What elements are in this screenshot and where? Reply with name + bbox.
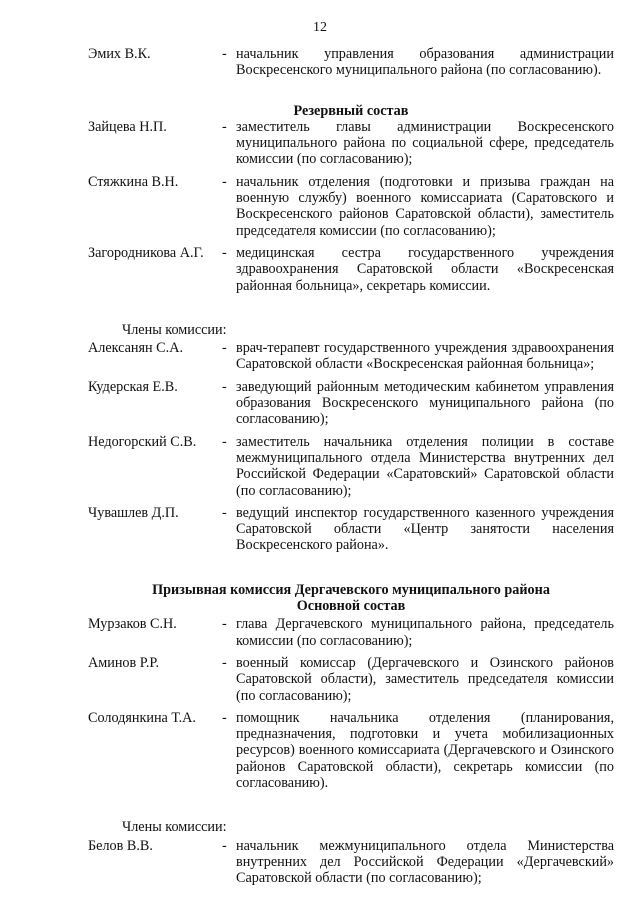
- list-item: [88, 340, 614, 373]
- reserve-members-list: [88, 340, 614, 554]
- person-name: Алексанян С.А.: [88, 340, 183, 357]
- position-description: глава Дергачевского муниципального района, председатель комиссии (по согласованию);: [236, 616, 614, 649]
- separator-dash: -: [222, 709, 227, 726]
- person-name: Чувашлев Д.П.: [88, 504, 179, 521]
- person-name: Эмих В.К.: [88, 46, 151, 62]
- position-description: ведущий инспектор государственного казенного учреждения Саратовской области «Центр занятости населения Воскресенского района».: [236, 504, 614, 554]
- position-description: заместитель главы администрации Воскресенского муниципального района по социальной сфере, председатель комиссии (по согласованию);: [236, 118, 614, 168]
- reserve-list: [88, 119, 614, 294]
- page-number: 12: [313, 20, 327, 35]
- position-description: начальник управления образования администрации Воскресенского муниципального района (по согласованию).: [236, 46, 614, 79]
- dergachi-members-list: [88, 838, 614, 887]
- list-item: [88, 710, 614, 791]
- position-description: военный комиссар (Дергачевского и Озинского районов Саратовской области), заместитель председателя комиссии (по согласованию);: [236, 654, 614, 704]
- dergachi-subheading: Основной состав: [296, 598, 406, 615]
- position-description: заместитель начальника отделения полиции в составе межмуниципального отдела Министерства внутренних дел Российской Федерации «Саратовский» Саратовской области (по согласованию);: [236, 433, 614, 499]
- reserve-heading: Резервный состав: [293, 102, 409, 119]
- list-item: [88, 46, 614, 79]
- position-description: помощник начальника отделения (планирования, предназначения, подготовки и учета мобилизационных ресурсов) военного комиссариата (Дергачевского и Озинского районов Саратовской области), секретарь комиссии (по согласованию).: [236, 709, 614, 791]
- block1: [88, 46, 614, 79]
- dergachi-members-label: Члены комиссии:: [122, 819, 227, 836]
- separator-dash: -: [222, 616, 227, 633]
- position-description: начальник межмуниципального отдела Министерства внутренних дел Российской Федерации «Дергачевский» Саратовской области (по согласованию);: [236, 837, 614, 887]
- position-description: медицинская сестра государственного учреждения здравоохранения Саратовской области «Воскресенская районная больница», секретарь комиссии.: [236, 244, 614, 294]
- separator-dash: -: [222, 654, 227, 671]
- list-item: [88, 616, 614, 649]
- person-name: Зайцева Н.П.: [88, 118, 167, 135]
- position-description: заведующий районным методическим кабинетом управления образования Воскресенского муниципального района (по согласованию);: [236, 378, 614, 428]
- person-name: Кудерская Е.В.: [88, 378, 178, 395]
- separator-dash: -: [222, 244, 227, 261]
- person-name: Стяжкина В.Н.: [88, 173, 179, 190]
- list-item: [88, 119, 614, 168]
- separator-dash: -: [222, 340, 227, 357]
- person-name: Солодянкина Т.А.: [88, 709, 196, 726]
- list-item: [88, 245, 614, 294]
- list-item: [88, 379, 614, 428]
- list-item: [88, 655, 614, 704]
- person-name: Белов В.В.: [88, 837, 153, 854]
- dergachi-list: [88, 616, 614, 791]
- position-description: врач-терапевт государственного учреждения здравоохранения Саратовской области «Воскресенская районная больница»;: [236, 340, 614, 373]
- separator-dash: -: [222, 46, 227, 62]
- separator-dash: -: [222, 837, 227, 854]
- separator-dash: -: [222, 378, 227, 395]
- person-name: Загородникова А.Г.: [88, 244, 204, 261]
- list-item: [88, 174, 614, 239]
- separator-dash: -: [222, 118, 227, 135]
- dergachi-heading: Призывная комиссия Дергачевского муниципального района: [152, 581, 550, 598]
- list-item: [88, 838, 614, 887]
- separator-dash: -: [222, 504, 227, 521]
- position-description: начальник отделения (подготовки и призыва граждан на военную службу) военного комиссариата (Саратовского и Воскресенского районов Саратовской области), заместитель председателя комиссии (по согласованию);: [236, 173, 614, 239]
- list-item: [88, 505, 614, 554]
- separator-dash: -: [222, 433, 227, 450]
- person-name: Мурзаков С.Н.: [88, 616, 177, 633]
- document-body: [88, 46, 614, 892]
- list-item: [88, 434, 614, 499]
- person-name: Аминов Р.Р.: [88, 654, 160, 671]
- separator-dash: -: [222, 173, 227, 190]
- person-name: Недогорский С.В.: [88, 433, 197, 450]
- reserve-members-label: Члены комиссии:: [122, 321, 227, 338]
